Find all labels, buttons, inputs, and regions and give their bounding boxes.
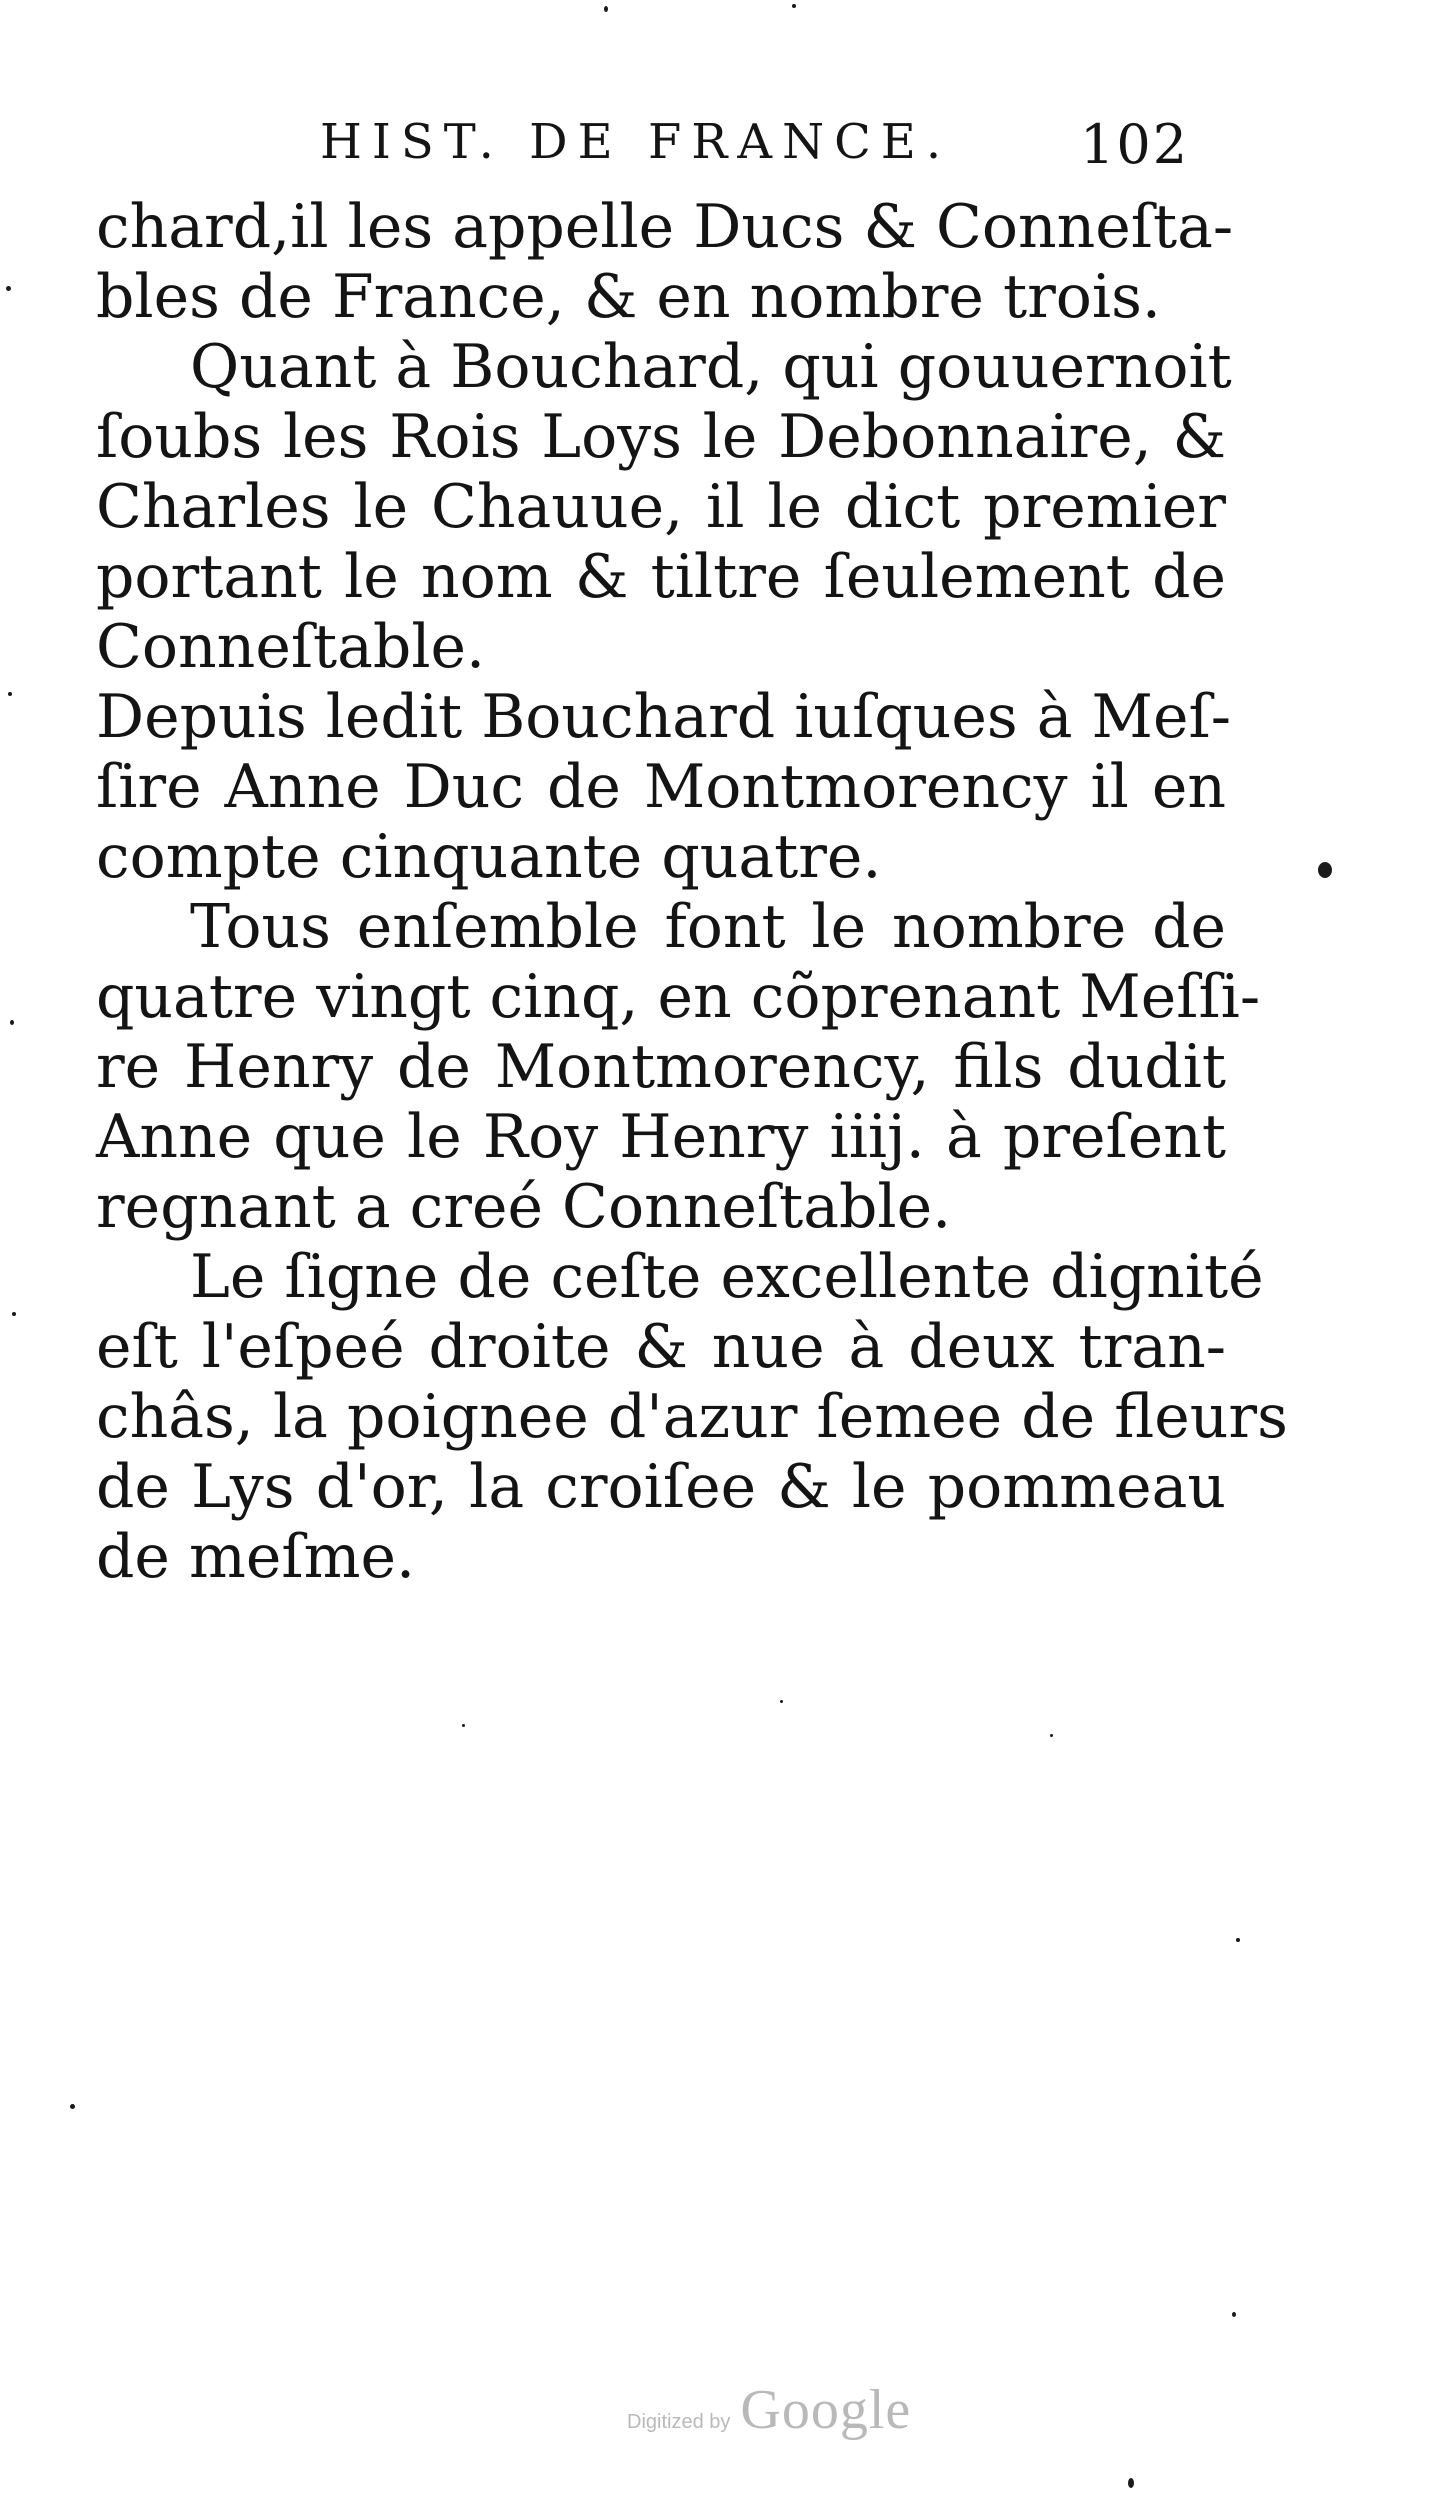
digitized-label: Digitized by [627, 2411, 731, 2433]
text-line: de meſme. [96, 1522, 416, 1592]
ink-speck [12, 1312, 16, 1316]
ink-speck [8, 692, 12, 696]
text-line: compte cinquante quatre. [96, 822, 882, 892]
google-logo: Google [740, 2379, 912, 2441]
digitized-by-google-watermark [627, 2378, 911, 2442]
paragraph-start-line: Depuis ledit Bouchard iuſques à Meſ- [96, 682, 1231, 752]
text-line: ſoubs les Rois Loys le Debonnaire, & [96, 402, 1226, 472]
ink-speck [10, 1020, 14, 1025]
text-line: châs, la poignee d'azur ſemee de fleurs [96, 1382, 1288, 1452]
body-text [96, 192, 1288, 1592]
ink-speck [780, 1700, 783, 1703]
ink-speck [792, 4, 796, 8]
ink-speck [1050, 1734, 1053, 1737]
ink-speck [462, 1724, 465, 1727]
text-line: bles de France, & en nombre trois. [96, 262, 1161, 332]
paragraph-start-line: Tous enſemble font le nombre de [190, 892, 1226, 962]
ink-speck [6, 286, 11, 291]
text-line: Conneſtable. [96, 612, 486, 682]
text-line: regnant a creé Conneſtable. [96, 1172, 952, 1242]
paragraph-start-line: Le ſigne de ceſte excellente dignité [190, 1242, 1264, 1312]
text-line: chard,il les appelle Ducs & Conneſta- [96, 192, 1234, 262]
ink-speck [1236, 1938, 1240, 1942]
page-number: 102 [1080, 113, 1190, 176]
text-line: Anne que le Roy Henry iiij. à preſent [96, 1102, 1226, 1172]
ink-speck [604, 6, 608, 12]
text-line: ſire Anne Duc de Montmorency il en [96, 752, 1226, 822]
ink-speck [70, 2104, 75, 2109]
text-line: eſt l'eſpeé droite & nue à deux tran- [96, 1312, 1226, 1382]
text-line: re Henry de Montmorency, fils dudit [96, 1032, 1226, 1102]
running-title: HIST. DE FRANCE. [320, 114, 952, 170]
ink-speck [1128, 2478, 1134, 2488]
ink-speck [1232, 2312, 1236, 2317]
ink-speck [1318, 862, 1332, 878]
text-line: quatre vingt cinq, en cõprenant Meſſi- [96, 962, 1261, 1032]
text-line: de Lys d'or, la croiſee & le pommeau [96, 1452, 1226, 1522]
paragraph-start-line: Quant à Bouchard, qui gouuernoit [190, 332, 1232, 402]
text-line: portant le nom & tiltre ſeulement de [96, 542, 1226, 612]
text-line: Charles le Chauue, il le dict premier [96, 472, 1226, 542]
